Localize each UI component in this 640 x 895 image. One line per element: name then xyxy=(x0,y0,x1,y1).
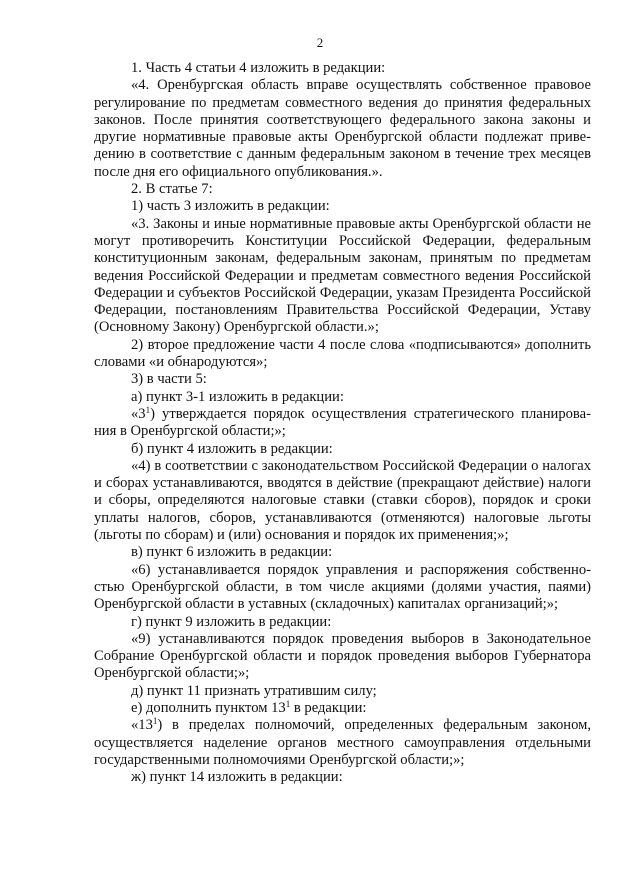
subitem-d: д) пункт 11 признать утратившим силу; xyxy=(131,682,377,699)
subitem-3: 3) в части 5: xyxy=(131,371,207,388)
subitem-b: б) пункт 4 изложить в редакции: xyxy=(131,440,333,457)
superscript: 1 xyxy=(285,698,291,709)
quote-text: ) в пределах полномочий, определенных федеральным законом, осуществляется наделение органов местного самоуправления отдельными государственными полномочиями Оренбургской области;»; xyxy=(94,717,591,768)
subitem-1: 1) часть 3 изложить в редакции: xyxy=(131,198,330,215)
quoted-point-13-1 xyxy=(94,717,591,769)
quoted-point-3-1 xyxy=(94,406,591,441)
paragraph-item-2: 2. В статье 7: xyxy=(131,181,213,198)
subitem-g: г) пункт 9 изложить в редакции: xyxy=(131,613,332,630)
subitem-v: в) пункт 6 изложить в редакции: xyxy=(131,544,333,561)
quote-text: ) утверждается порядок осуществления стратегического планирования в Оренбургской области;»; xyxy=(94,405,591,440)
quote-prefix: «3 xyxy=(131,405,146,422)
paragraph-item-1: 1. Часть 4 статьи 4 изложить в редакции: xyxy=(131,60,386,76)
subitem-a: а) пункт 3-1 изложить в редакции: xyxy=(131,388,344,405)
superscript: 1 xyxy=(145,404,151,415)
subitem-e-text: е) дополнить пунктом 13 xyxy=(131,699,286,716)
quoted-article-4-part-4: «4. Оренбургская область вправе осуществлять собственное правовое регулирование по предметам совместного ведения до принятия федеральных законов. После принятия соответствующего федерального закона законы и другие нормативные правовые акты Оренбургской области подлежат приведению в соответствие с данным федеральным законом в течение трех месяцев после дня его официального опубликования.». xyxy=(94,77,591,180)
superscript: 1 xyxy=(152,716,158,727)
document-body xyxy=(94,60,591,786)
quoted-point-9: «9) устанавливаются порядок проведения выборов в Законодательное Собрание Оренбургской области и порядок проведения выборов Губернатора Оренбургской области;»; xyxy=(94,630,591,682)
quoted-point-6: «6) устанавливается порядок управления и распоряжения собственностью Оренбургской области, в том числе акциями (долями участия, паями) Оренбургской области в уставных (складочных) капиталах организаций;»; xyxy=(94,561,591,613)
subitem-e-tail: в редакции: xyxy=(290,699,367,716)
page-number: 2 xyxy=(316,35,324,50)
quoted-point-4: «4) в соответствии с законодательством Российской Федерации о налогах и сборах устанавливаются, вводятся в действие (прекращают действие) налоги и сборы, определяются налоговые ставки (ставки сборов), порядок и сроки уплаты налогов, сборов, устанавливаются (отменяются) налоговые льготы (льготы по сборам) и (или) основания и порядок их применения;»; xyxy=(94,457,591,544)
quoted-article-7-part-3: «3. Законы и иные нормативные правовые акты Оренбургской области не могут противоречить Конституции Российской Федерации, федеральным конституционным законам, федеральным законам, принятым по предметам ведения Российской Федерации и предметам совместного ведения Российской Федерации и субъектов Российской Федерации, указам Президента Российской Федерации, постановлениям Правительства Российской Федерации, Уставу (Основному Закону) Оренбургской области.»; xyxy=(94,215,591,336)
quote-prefix: «13 xyxy=(131,717,153,734)
subitem-zh: ж) пункт 14 изложить в редакции: xyxy=(131,769,343,786)
subitem-2: 2) второе предложение части 4 после слова «подписываются» дополнить словами «и обнародуются»; xyxy=(94,336,591,371)
subitem-e xyxy=(94,700,591,717)
